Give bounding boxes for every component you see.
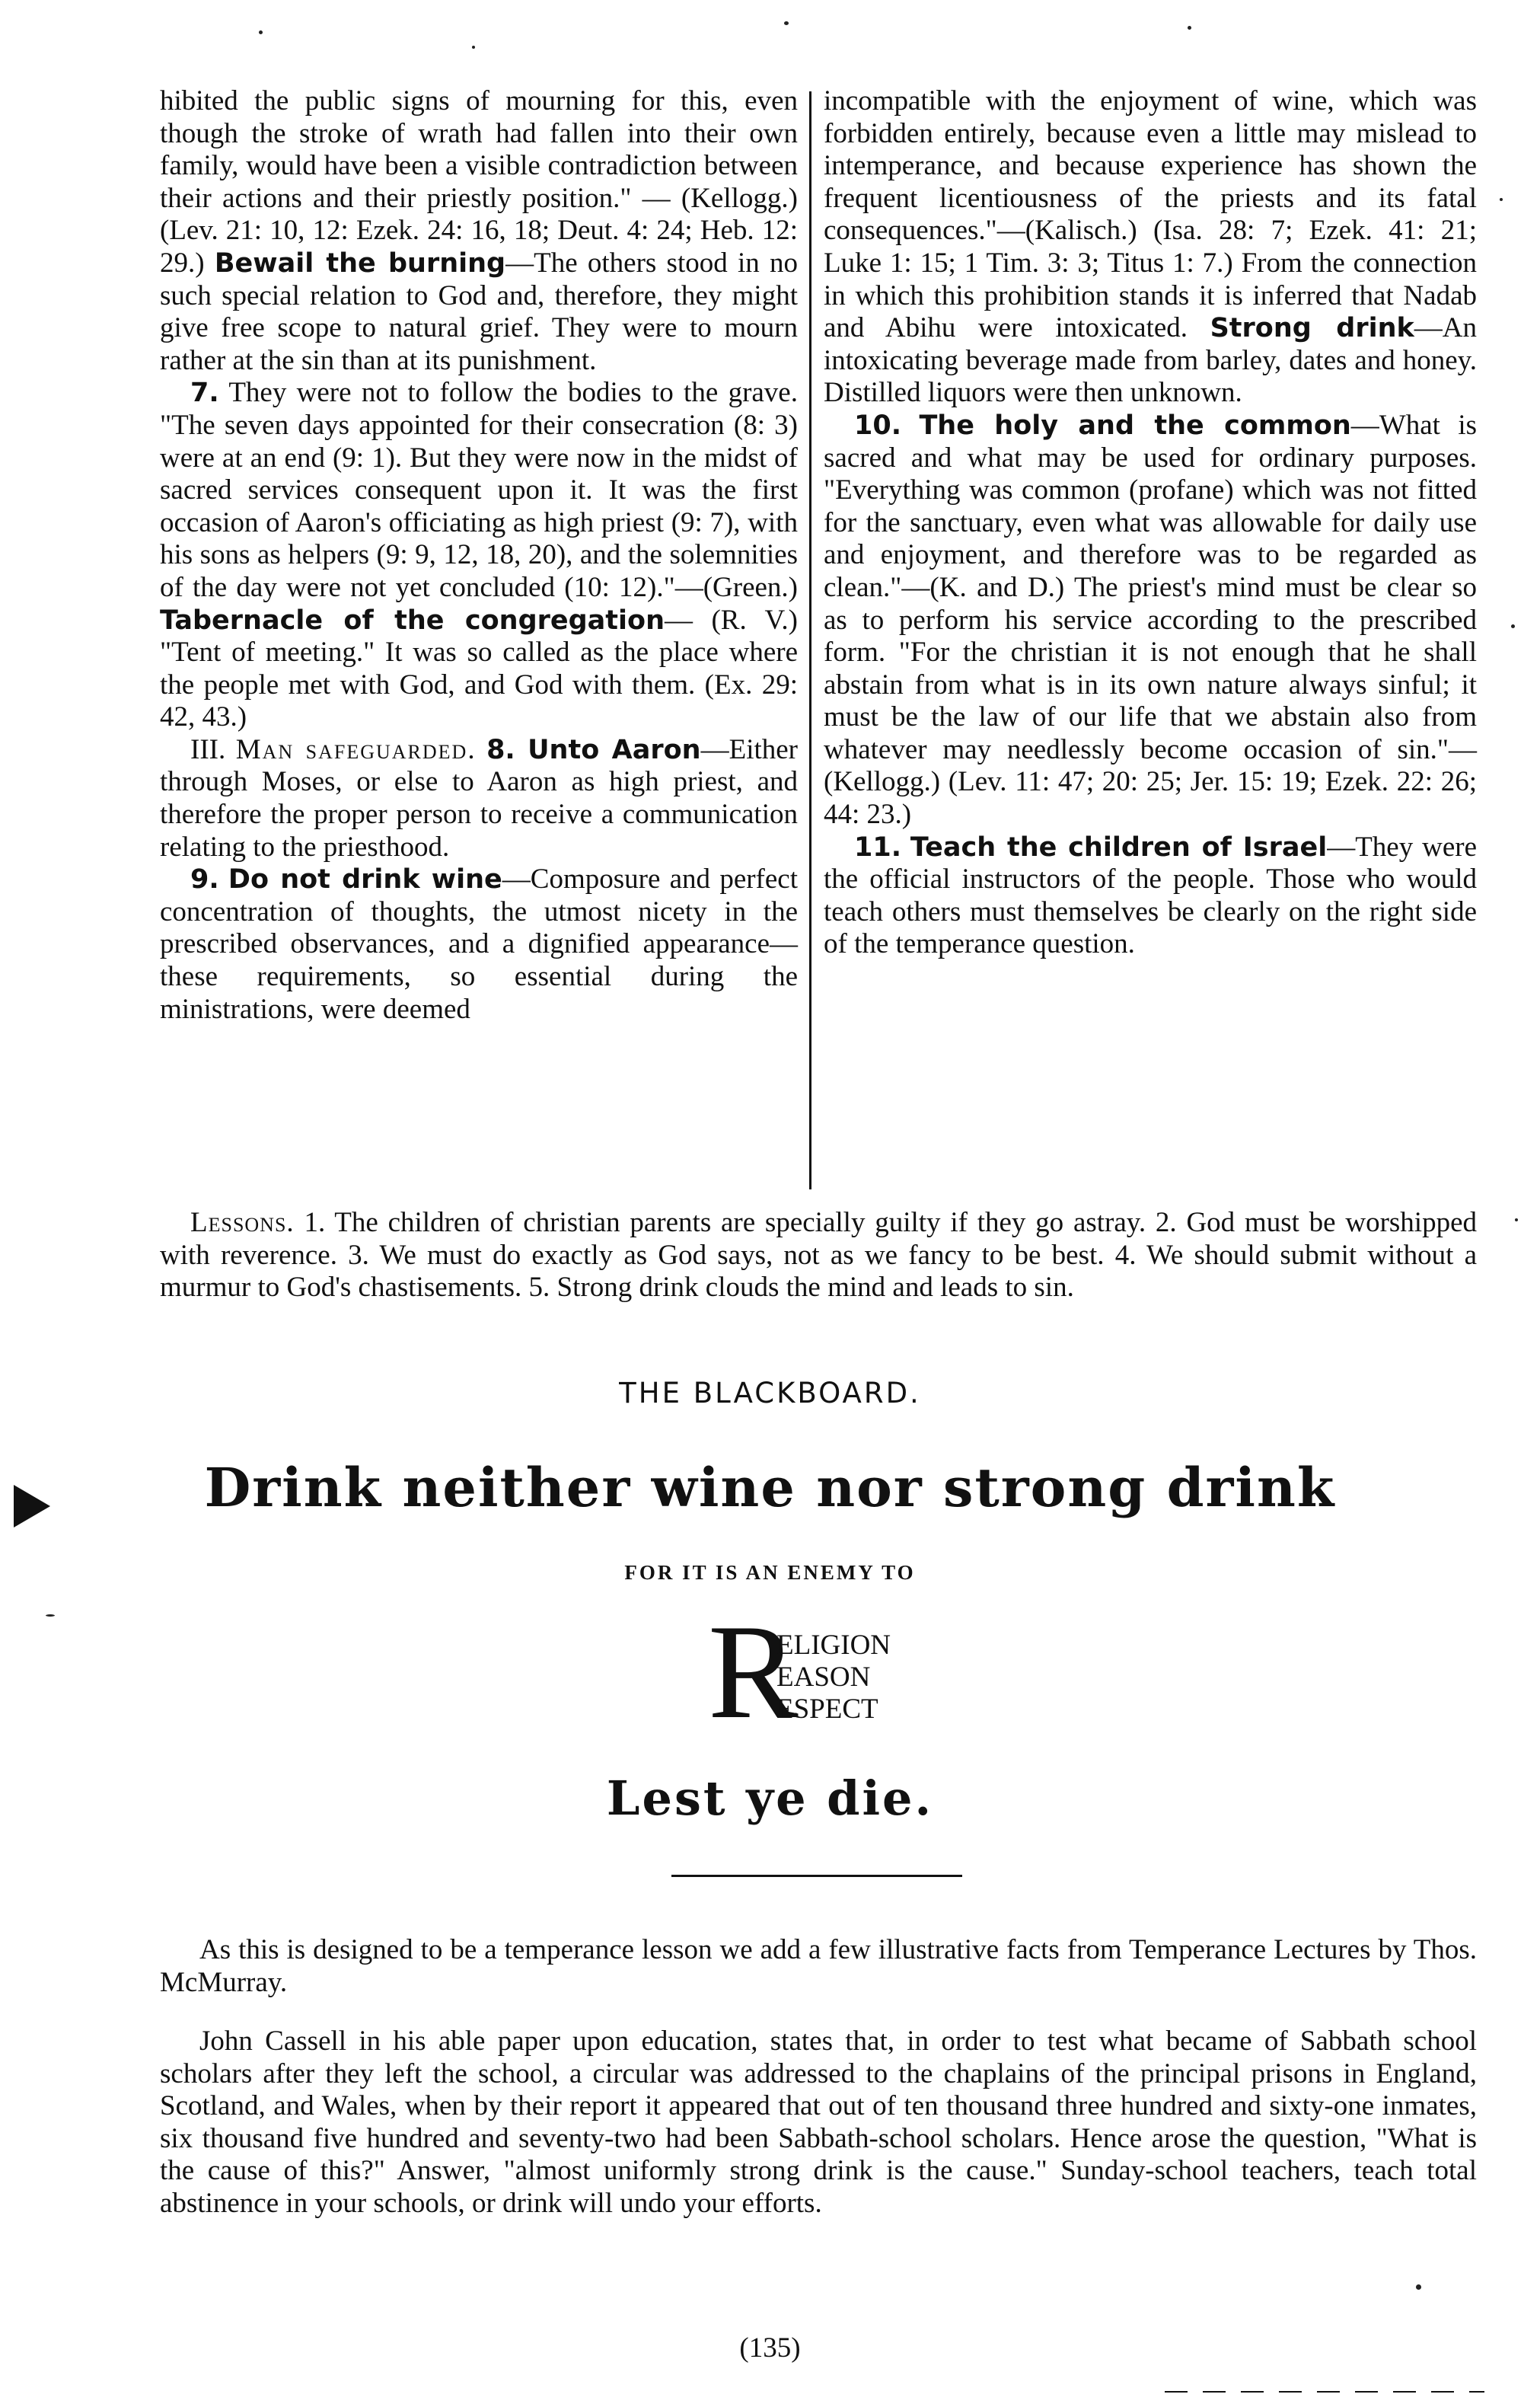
commentary-paragraph	[824, 85, 1477, 410]
commentary-paragraph	[824, 832, 1477, 961]
commentary-text: incompatible with the enjoyment of wine, which was forbidden entirely, because even a little may mislead to intemperance, and because experience has shown the frequent licentiousness of the priests and its fatal consequences."—(Kalisch.) (Isa. 28: 7; Ezek. 41: 21; Luke 1: 15; 1 Tim. 3: 3; Titus 1: 7.) From the connection in which this prohibition stands it is inferred that Nadab and Abihu were intoxicated.	[824, 85, 1477, 344]
term-heading: Tabernacle of the congregation	[160, 605, 665, 636]
commentary-text: —The others stood in no such special relation to God and, therefore, they might give free scope to natural grief. They were to mourn rather at the sin than at its punishment.	[160, 247, 799, 376]
three-r-acrostic	[708, 1596, 1012, 1747]
intro-paragraph: As this is designed to be a temperance lesson we add a few illustrative facts from Temperance Lectures by Thos. McMurray.	[160, 1934, 1477, 1998]
term-heading: Strong drink	[1210, 313, 1414, 344]
commentary-text: hibited the public signs of mourning for this, even though the stroke of wrath had fallen into their own family, would have been a visible contradiction between their actions and their priestly position." — (Kellogg.) (Lev. 21: 10, 12: Ezek. 24: 16, 18; Deut. 4: 24; Heb. 12: 29.)	[160, 85, 798, 279]
scan-speck	[1500, 198, 1503, 201]
acrostic-word: ELIGION	[776, 1630, 891, 1661]
verse-number: 11.	[854, 832, 902, 863]
acrostic-word: ESPECT	[776, 1694, 878, 1725]
two-column-commentary	[160, 85, 1477, 1189]
blackboard-closing: Lest ye die.	[606, 1770, 934, 1826]
lessons-paragraph	[160, 1207, 1477, 1304]
scan-speck	[1511, 624, 1515, 628]
scan-speck	[46, 1614, 55, 1617]
scan-speck	[259, 30, 263, 34]
scan-speck	[1188, 26, 1191, 30]
verse-number: 7.	[190, 378, 219, 409]
verse-number: 10.	[854, 410, 902, 441]
left-column	[160, 85, 798, 1026]
section-number: III.	[190, 733, 226, 765]
lessons-text: 1. The children of christian parents are specially guilty if they go astray. 2. God must be worshipped with reverence. 3. We must do exactly as God says, not as we fancy to be best. 4. We should submit without a murmur to God's chastisements. 5. Strong drink clouds the mind and leads to sin.	[160, 1207, 1478, 1304]
acrostic-words	[776, 1630, 891, 1725]
commentary-text: —An intoxicating beverage made from barley, dates and honey. Distilled liquors were then unknown.	[824, 312, 1478, 409]
term-heading: Bewail the burning	[214, 247, 506, 279]
blackboard-heading: THE BLACKBOARD.	[619, 1377, 921, 1409]
column-divider	[809, 91, 811, 1189]
commentary-text: —What is sacred and what may be used for ordinary purposes. "Everything was common (profane) which was not fitted for the sanctuary, even what was allowable for daily use and enjoyment, and therefore was to be regarded as clean."—(K. and D.) The priest's mind must be clear so as to perform his service according to the prescribed form. "For the christian it is not enough that he shall abstain from what is in its own nature always sinful; it must be the law of our life that we abstain also from whatever may needlessly become occasion of sin."—(Kellogg.) (Lev. 11: 47; 20: 25; Jer. 15: 19; Ezek. 22: 26; 44: 23.)	[824, 409, 1478, 831]
commentary-text: —Composure and perfect concentration of thoughts, the utmost nicety in the prescribed observances, and a dignified appearance—these requirements, so essential during the ministrations, were deemed	[160, 864, 799, 1025]
acrostic-big-letter: R	[708, 1596, 799, 1747]
lessons-label: Lessons.	[190, 1207, 295, 1238]
right-column	[824, 85, 1477, 961]
page-number: (135)	[739, 2332, 801, 2364]
acrostic-word: EASON	[776, 1662, 871, 1693]
scan-speck	[1416, 2284, 1421, 2290]
commentary-paragraph	[824, 410, 1477, 832]
commentary-paragraph	[160, 864, 798, 1026]
scan-speck	[472, 46, 475, 49]
term-heading: The holy and the common	[919, 410, 1351, 441]
verse-number: 9.	[190, 864, 219, 895]
scan-edge-mark	[1165, 2391, 1484, 2393]
scan-speck	[784, 21, 789, 25]
term-heading: Teach the children of Israel	[910, 832, 1328, 863]
term-heading: 8. Unto Aaron	[486, 734, 701, 765]
commentary-text: —They were the official instructors of the people. Those who would teach others must themselves be clearly on the right side of the temperance question.	[824, 831, 1477, 960]
blackboard-subline: FOR IT IS AN ENEMY TO	[624, 1561, 916, 1584]
term-heading: Do not drink wine	[228, 864, 502, 895]
commentary-paragraph	[160, 377, 798, 734]
commentary-text: — (R. V.) "Tent of meeting." It was so called as the place where the people met with God, and God with them. (Ex. 29: 42, 43.)	[160, 604, 799, 733]
section-title: Man safeguarded.	[235, 733, 477, 765]
commentary-text: They were not to follow the bodies to the grave. "The seven days appointed for their consecration (8: 3) were at an end (9: 1). But they were now in the midst of sacred services consequent upon it. It was the first occasion of Aaron's officiating as high priest (9: 7), with his sons as helpers (9: 9, 12, 18, 20), and the solemnities of the day were not yet concluded (10: 12)."—(Green.)	[160, 377, 798, 603]
scan-speck	[1515, 1218, 1518, 1221]
section-divider	[671, 1875, 962, 1877]
body-paragraph: John Cassell in his able paper upon education, states that, in order to test what became of Sabbath school scholars after they left the school, a circular was addressed to the chaplains of the principal prisons in England, Scotland, and Wales, when by their report it appeared that out of ten thousand three hundred and sixty-one inmates, six thousand five hundred and seventy-two had been Sabbath-school scholars. Hence arose the question, "What is the cause of this?" Answer, "almost uniformly strong drink is the cause." Sunday-school teachers, teach total abstinence in your schools, or drink will undo your efforts.	[160, 2026, 1477, 2219]
commentary-paragraph	[160, 85, 798, 377]
commentary-paragraph	[160, 734, 798, 864]
commentary-text: —Either through Moses, or else to Aaron as high priest, and therefore the proper person to receive a communication relating to the priesthood.	[160, 733, 798, 863]
blackboard-motto: Drink neither wine nor strong drink	[204, 1456, 1336, 1519]
